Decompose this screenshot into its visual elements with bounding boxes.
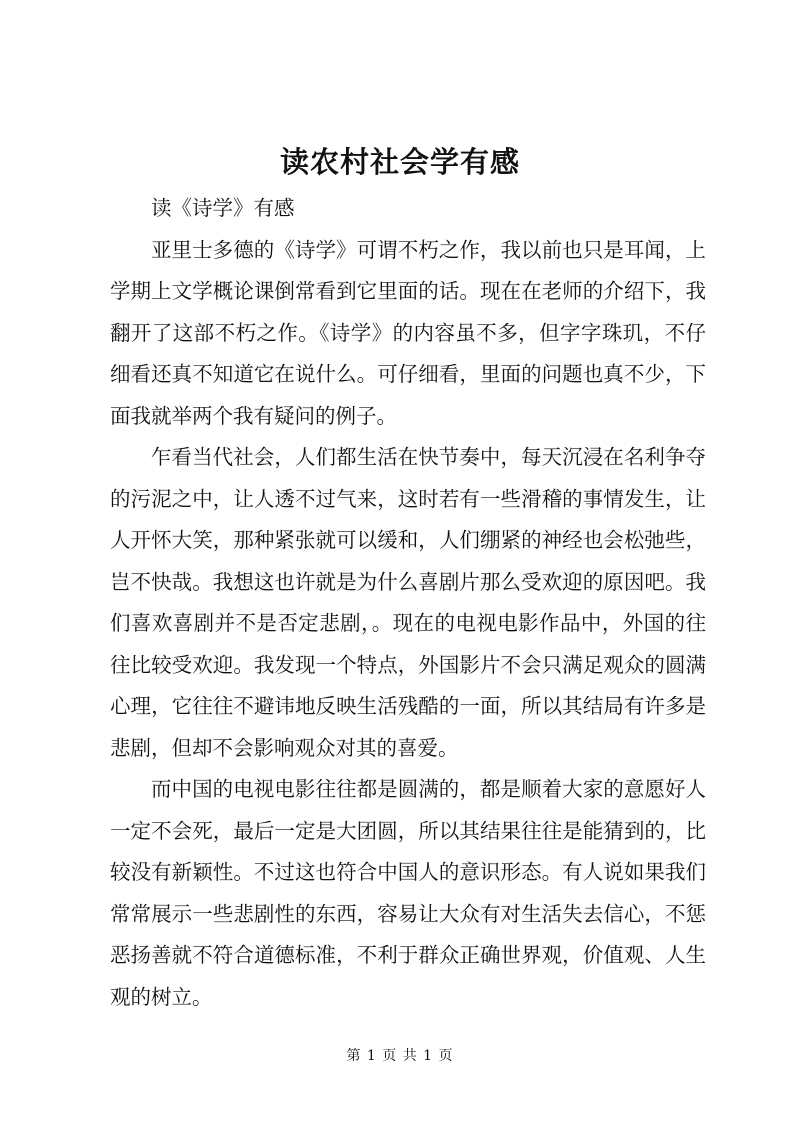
paragraph-subtitle: 读《诗学》有感 — [151, 196, 295, 220]
page-footer: 第 1 页 共 1 页 — [346, 1048, 454, 1064]
document-body — [110, 188, 706, 1018]
paragraph-2: 乍看当代社会，人们都生活在快节奏中，每天沉浸在名利争夺的污泥之中，让人透不过气来，这时若有一些滑稽的事情发生，让人开怀大笑，那种紧张就可以缓和，人们绷紧的神经也会松弛些，岂不快哉。我想这也许就是为什么喜剧片那么受欢迎的原因吧。我们喜欢喜剧并不是否定悲剧，。现在的电视电影作品中，外国的往往比较受欢迎。我发现一个特点，外国影片不会只满足观众的圆满心理，它往往不避讳地反映生活残酷的一面，所以其结局有许多是悲剧，但却不会影响观众对其的喜爱。 — [110, 445, 706, 760]
document-title: 读农村社会学有感 — [279, 145, 520, 179]
paragraph-3: 而中国的电视电影往往都是圆满的，都是顺着大家的意愿好人一定不会死，最后一定是大团圆，所以其结果往往是能猜到的，比较没有新颖性。不过这也符合中国人的意识形态。有人说如果我们常常展示一些悲剧性的东西，容易让大众有对生活失去信心，不惩恶扬善就不符合道德标准，不利于群众正确世界观，价值观、人生观的树立。 — [110, 777, 706, 1009]
paragraph-1: 亚里士多德的《诗学》可谓不朽之作，我以前也只是耳闻，上学期上文学概论课倒常看到它里面的话。现在在老师的介绍下，我翻开了这部不朽之作。《诗学》的内容虽不多，但字字珠玑，不仔细看还真不知道它在说什么。可仔细看，里面的问题也真不少，下面我就举两个我有疑问的例子。 — [110, 237, 706, 428]
